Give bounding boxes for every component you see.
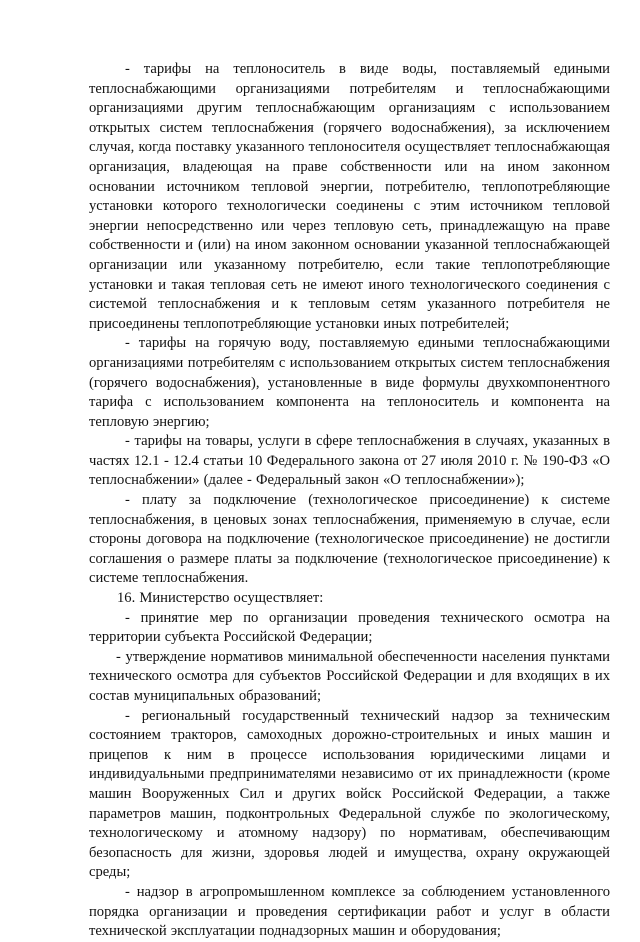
paragraph-connection-fee: - плату за подключение (технологическое присоединение) к системе теплоснабжения, в ценовых зонах теплоснабжения, применяемую в случае, если стороны договора на подключение (технологическое присоединение) не достигли соглашения о размере платы за подключение (технологическое присоединение) к системе теплоснабжения.: [89, 492, 610, 587]
paragraph-inspection-norms: - утверждение нормативов минимальной обеспеченности населения пунктами технического осмотра для субъектов Российской Федерации и для входящих в их состав муниципальных образований;: [89, 648, 610, 704]
paragraph-hot-water-tariffs: - тарифы на горячую воду, поставляемую едиными теплоснабжающими организациями потребителям с использованием открытых систем теплоснабжения (горячего водоснабжения), установленные в виде формулы двухкомпонентного тарифа с использованием компонента на теплоноситель и компонента на тепловую энергию;: [89, 335, 610, 430]
paragraph-heat-supply-goods-tariffs: - тарифы на товары, услуги в сфере теплоснабжения в случаях, указанных в частях 12.1 - 12.4 статьи 10 Федерального закона от 27 июля 2010 г. № 190-ФЗ «О теплоснабжении» (далее - Федеральный закон «О теплоснабжении»);: [89, 433, 610, 489]
paragraph-agro-supervision: - надзор в агропромышленном комплексе за соблюдением установленного порядка организации и проведения сертификации работ и услуг в области технической эксплуатации поднадзорных машин и оборудования;: [89, 883, 610, 940]
paragraph-coolant-tariffs: - тарифы на теплоноситель в виде воды, поставляемый едиными теплоснабжающими организациями потребителям и теплоснабжающими организациями другим теплоснабжающим организациям с использованием открытых систем теплоснабжения (горячего водоснабжения), за исключением случая, когда поставку указанного теплоносителя осуществляет теплоснабжающая организация, владеющая на праве собственности или на ином законном основании источником тепловой энергии, потребителю, теплопотребляющие установки которого технологически соединены с этим источником тепловой энергии непосредственно или через тепловую сеть, принадлежащую на праве собственности и (или) на ином законном основании указанной теплоснабжающей организации или указанному потребителю, если такие теплопотребляющие установки и такая тепловая сеть не имеют иного технологического соединения с системой теплоснабжения и к тепловым сетям указанного потребителя не присоединены теплопотребляющие установки иных потребителей;: [89, 61, 610, 332]
paragraph-technical-inspection-measures: - принятие мер по организации проведения технического осмотра на территории субъекта Российской Федерации;: [89, 609, 610, 646]
paragraph-section-16-heading: 16. Министерство осуществляет:: [117, 590, 324, 607]
paragraph-technical-supervision: - региональный государственный технический надзор за техническим состоянием тракторов, самоходных дорожно-строительных и иных машин и прицепов к ним в процессе использования юридическими лицами и индивидуальными предпринимателями независимо от их принадлежности (кроме машин Вооруженных Сил и других войск Российской Федерации, а также параметров машин, подконтрольных Федеральной службе по экологическому, технологическому и атомному надзору) по нормативам, обеспечивающим безопасность для жизни, здоровья людей и имущества, охрану окружающей среды;: [89, 707, 610, 881]
